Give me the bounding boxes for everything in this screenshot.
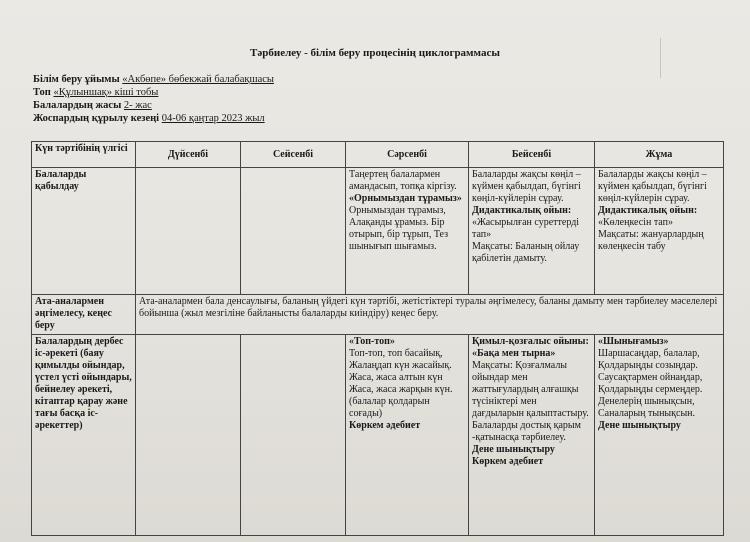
cell-text: Топ-топ, топ басайық, Жалаңдап күн жасайық. Жаса, жаса алтын күн Жаса, жаса жарқын күн. (балалар қолдарын соғады) <box>349 348 453 419</box>
cell-heading: Дидактикалық ойын: <box>472 205 572 216</box>
cell-footer: Дене шынықтыру <box>598 420 681 431</box>
cell-text: «Көлеңкесін тап» <box>598 217 673 228</box>
org-value: «Акбөпе» бөбекжай балабақшасы <box>122 74 274 85</box>
cell-heading: Қимыл-қозғалыс ойыны: <box>472 336 589 347</box>
group-label: Топ <box>33 87 51 98</box>
document-title: Тәрбиелеу - білім беру процесінің циклограммасы <box>250 47 500 59</box>
header-thursday: Бейсенбі <box>469 142 595 168</box>
cell-text: Мақсаты: жануарлардың көлеңкесін табу <box>598 229 704 252</box>
activity-monday <box>136 335 241 536</box>
cell-heading: Дидактикалық ойын: <box>598 205 698 216</box>
org-line <box>33 73 274 86</box>
reception-thursday <box>469 168 595 295</box>
parents-label: Ата-аналармен әңгімелесу, кеңес беру <box>32 295 136 335</box>
group-line <box>33 86 158 99</box>
reception-wednesday <box>346 168 469 295</box>
cell-heading: «Топ-топ» <box>349 336 395 347</box>
parents-text: Ата-аналармен бала денсаулығы, баланың үйдегі күн тәртібі, жетістіктері туралы әңгімелесу, баланы дамыту мен тәрбиелеу мәселелері бойынша (жыл мезгіліне байланысты балаларды киіндіру) кеңес беру. <box>136 295 724 335</box>
header-row <box>32 142 724 168</box>
period-line <box>33 112 265 125</box>
org-label: Білім беру ұйымы <box>33 74 120 85</box>
group-value: «Құлыншақ» кіші тобы <box>53 87 159 98</box>
header-schedule: Күн тәртібінің үлгісі <box>32 142 136 168</box>
age-label: Балалардың жасы <box>33 100 122 111</box>
cell-text: Мақсаты: Қозғалмалы ойындар мен жаттығулардың алғашқы түсініктері мен дағдыларын қалыптастыру. Балаларды достық қарым -қатынасқа тәрбиелеу. <box>472 360 589 443</box>
activity-row <box>32 335 724 536</box>
age-line <box>33 99 152 112</box>
bleed-through-texture <box>330 100 470 135</box>
header-wednesday: Сәрсенбі <box>346 142 469 168</box>
cell-text: Мақсаты: Баланың ойлау қабілетін дамыту. <box>472 241 580 264</box>
cell-text: «Жасырылған суреттерді тап» <box>472 217 580 240</box>
cell-text: Балаларды жақсы көңіл – күймен қабылдап, бүгінгі көңіл-күйлерін сұрау. <box>472 169 581 204</box>
activity-tuesday <box>241 335 346 536</box>
activity-label: Балалардың дербес іс-әрекеті (баяу қимылды ойындар, үстел үсті ойындары, бейнелеу әрекеті, кітаптар қарау және тағы басқа іс-әрекеттер) <box>32 335 136 536</box>
cell-footer: Көркем әдебиет <box>472 456 544 467</box>
parents-row <box>32 295 724 335</box>
reception-monday <box>136 168 241 295</box>
activity-wednesday <box>346 335 469 536</box>
header-tuesday: Сейсенбі <box>241 142 346 168</box>
reception-tuesday <box>241 168 346 295</box>
cell-footer: Көркем әдебиет <box>349 420 421 431</box>
cell-text: Таңертең балалармен амандасып, топқа кіргізу. <box>349 169 457 192</box>
cell-text: Орнымыздан тұрамыз, Алақанды ұрамыз. Бір отырып, бір тұрып, Тез шынығып шығамыз. <box>349 205 449 252</box>
period-label: Жоспардың құрылу кезеңі <box>33 113 160 124</box>
period-value: 04-06 қаңтар 2023 жыл <box>161 113 265 124</box>
activity-friday <box>595 335 724 536</box>
reception-label: Балаларды қабылдау <box>32 168 136 295</box>
cell-heading: «Шынығамыз» <box>598 336 669 347</box>
reception-friday <box>595 168 724 295</box>
schedule-table <box>31 141 724 536</box>
cell-footer: Дене шынықтыру <box>472 444 555 455</box>
reception-row <box>32 168 724 295</box>
cell-text: Шаршасаңдар, балалар, Қолдарыңды созыңдар. Саусақтармен ойнаңдар, Қолдарыңды сермеңдер. Денелерің шынықсын, Саналарың тынықсын. <box>598 348 703 419</box>
header-friday: Жұма <box>595 142 724 168</box>
activity-thursday <box>469 335 595 536</box>
header-monday: Дүйсенбі <box>136 142 241 168</box>
cell-text: Балаларды жақсы көңіл – күймен қабылдап, бүгінгі көңіл-күйлерін сұрау. <box>598 169 707 204</box>
cell-heading: «Бақа мен тырна» <box>472 348 556 359</box>
cell-heading: «Орнымыздан тұрамыз» <box>349 193 462 204</box>
age-value: 2- жас <box>123 100 152 111</box>
